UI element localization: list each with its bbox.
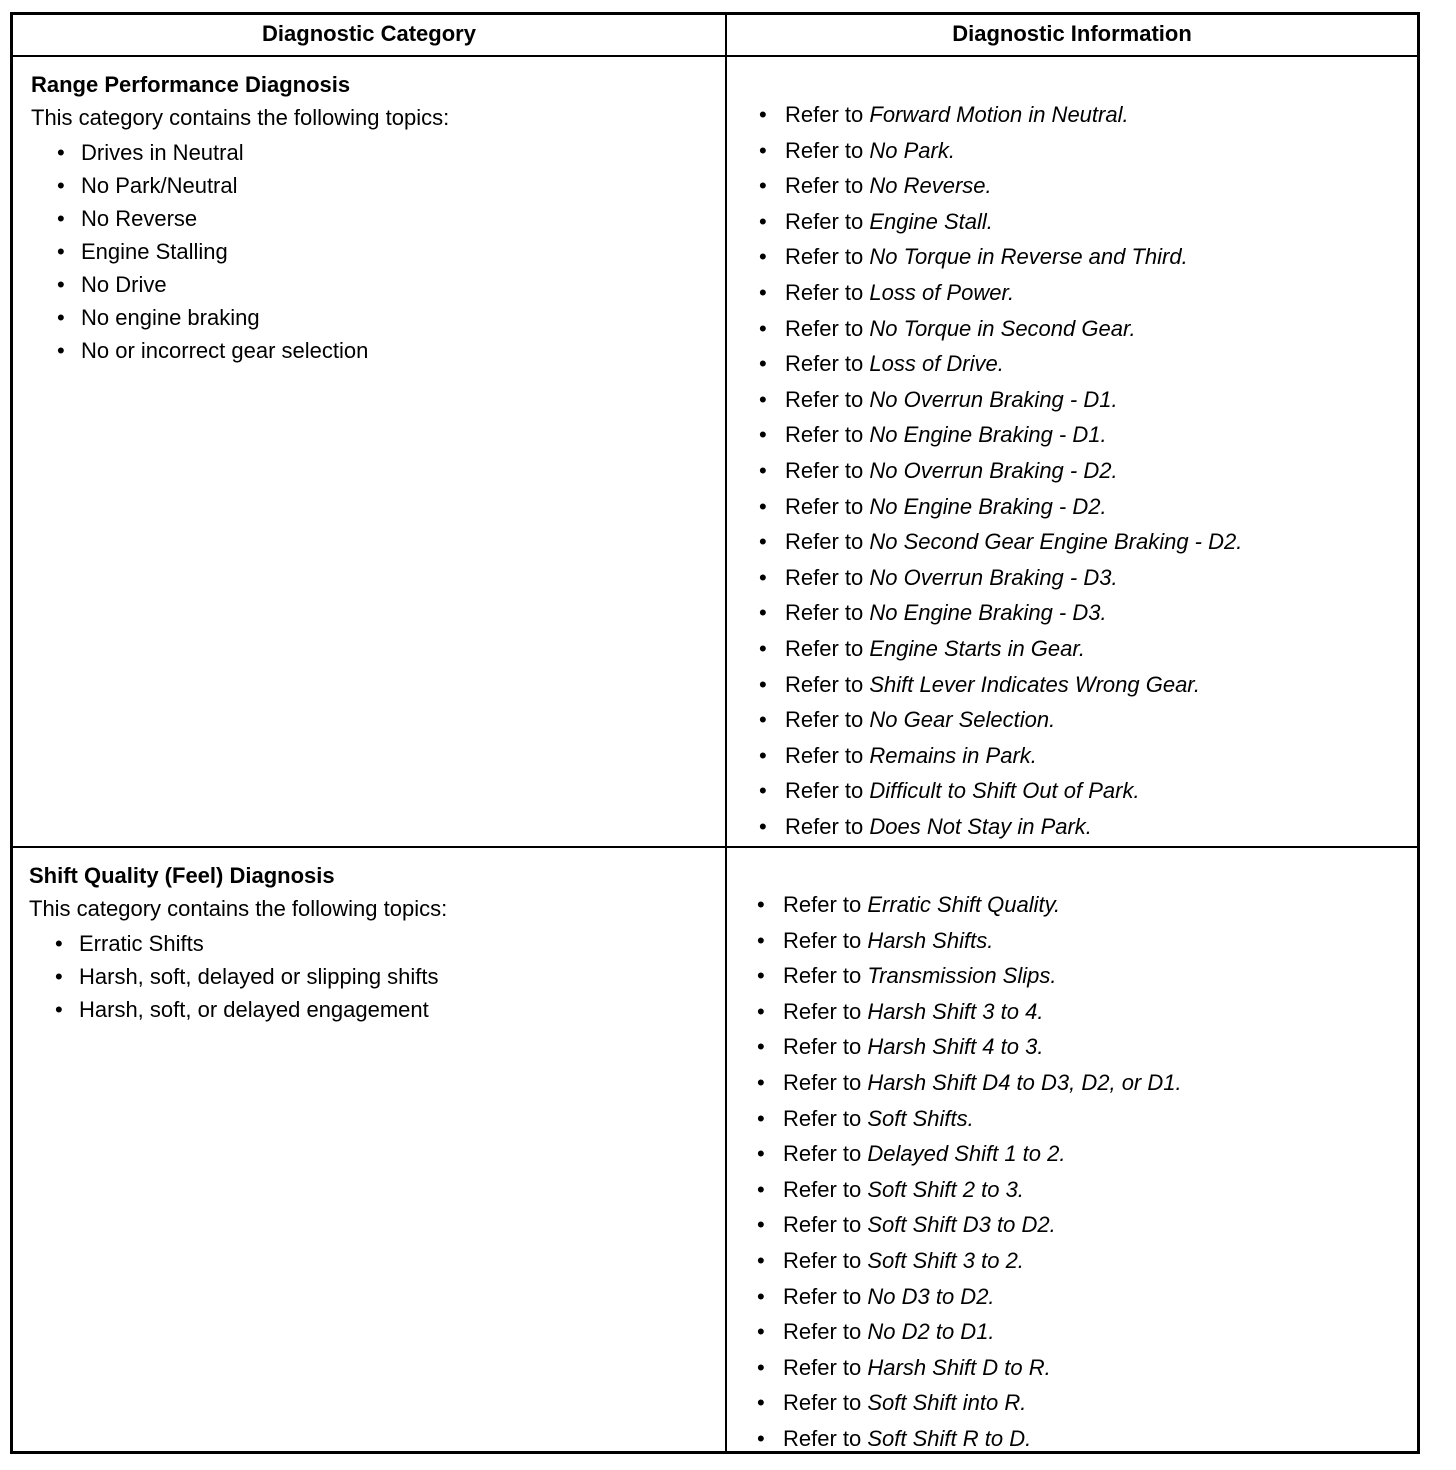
bullet-icon: • <box>757 1034 765 1060</box>
reference-prefix: Refer to <box>783 1425 868 1451</box>
row-divider <box>13 846 1417 848</box>
reference-link[interactable]: Harsh Shift 4 to 3. <box>867 1034 1044 1060</box>
topic-item <box>55 960 439 993</box>
reference-link[interactable]: No Overrun Braking - D1. <box>869 386 1118 412</box>
bullet-icon: • <box>757 927 765 953</box>
reference-item <box>757 1101 1182 1137</box>
reference-prefix: Refer to <box>783 1283 868 1309</box>
bullet-icon: • <box>759 635 767 661</box>
bullet-icon: • <box>757 1354 765 1380</box>
reference-link[interactable]: Harsh Shifts. <box>867 927 994 953</box>
reference-item <box>759 275 1242 311</box>
topic-label: No Drive <box>81 272 167 297</box>
reference-link[interactable]: Soft Shift 3 to 2. <box>867 1247 1024 1273</box>
reference-item <box>759 204 1242 240</box>
bullet-icon: • <box>757 1141 765 1167</box>
topic-item <box>57 169 368 202</box>
reference-prefix: Refer to <box>785 813 870 839</box>
reference-item <box>757 887 1182 923</box>
topic-item <box>57 235 368 268</box>
topic-item <box>57 202 368 235</box>
reference-prefix: Refer to <box>785 173 870 199</box>
topic-item <box>55 927 439 960</box>
topic-label: No engine braking <box>81 305 260 330</box>
bullet-icon: • <box>57 305 65 330</box>
bullet-icon: • <box>759 778 767 804</box>
topic-item <box>57 301 368 334</box>
topic-item <box>55 993 439 1026</box>
reference-item <box>759 702 1242 738</box>
reference-prefix: Refer to <box>785 671 870 697</box>
column-divider <box>725 15 727 1451</box>
reference-prefix: Refer to <box>783 1069 868 1095</box>
reference-link[interactable]: Soft Shift R to D. <box>867 1425 1032 1451</box>
reference-prefix: Refer to <box>785 386 870 412</box>
bullet-icon: • <box>759 279 767 305</box>
reference-prefix: Refer to <box>785 315 870 341</box>
reference-link[interactable]: Forward Motion in Neutral. <box>869 102 1129 127</box>
reference-item <box>759 773 1242 809</box>
reference-link[interactable]: No Second Gear Engine Braking - D2. <box>869 529 1243 555</box>
reference-link[interactable]: Does Not Stay in Park. <box>869 813 1092 839</box>
reference-prefix: Refer to <box>785 422 870 448</box>
reference-item <box>759 239 1242 275</box>
reference-prefix: Refer to <box>783 927 868 953</box>
reference-item <box>757 1314 1182 1350</box>
bullet-icon: • <box>57 206 65 231</box>
bullet-icon: • <box>759 564 767 590</box>
reference-item <box>759 738 1242 774</box>
topic-list <box>57 136 368 367</box>
category-title: Shift Quality (Feel) Diagnosis <box>29 863 335 888</box>
topic-label: Engine Stalling <box>81 239 228 264</box>
reference-link[interactable]: Transmission Slips. <box>867 963 1057 989</box>
topic-item <box>57 268 368 301</box>
reference-prefix: Refer to <box>785 529 870 555</box>
reference-prefix: Refer to <box>783 1176 868 1202</box>
category-intro: This category contains the following topics: <box>31 105 450 130</box>
reference-prefix: Refer to <box>785 244 870 270</box>
category-title: Range Performance Diagnosis <box>31 72 351 97</box>
column-header-information: Diagnostic Information <box>952 21 1192 46</box>
reference-item <box>759 631 1242 667</box>
reference-item <box>757 923 1182 959</box>
reference-prefix: Refer to <box>783 892 868 917</box>
bullet-icon: • <box>759 244 767 270</box>
reference-prefix: Refer to <box>785 457 870 483</box>
bullet-icon: • <box>759 707 767 733</box>
reference-prefix: Refer to <box>785 102 870 127</box>
bullet-icon: • <box>757 1425 765 1451</box>
reference-link[interactable]: No Torque in Reverse and Third. <box>869 244 1188 270</box>
reference-link[interactable]: Loss of Drive. <box>869 351 1004 377</box>
reference-link[interactable]: No Torque in Second Gear. <box>869 315 1136 341</box>
reference-prefix: Refer to <box>783 1354 868 1380</box>
reference-link[interactable]: No D2 to D1. <box>867 1319 995 1345</box>
reference-link[interactable]: Harsh Shift D to R. <box>867 1354 1051 1380</box>
bullet-icon: • <box>57 338 65 363</box>
reference-prefix: Refer to <box>783 1034 868 1060</box>
bullet-icon: • <box>759 671 767 697</box>
topic-label: No Reverse <box>81 206 198 231</box>
bullet-icon: • <box>759 529 767 555</box>
reference-prefix: Refer to <box>783 1390 868 1416</box>
reference-link[interactable]: No Reverse. <box>869 173 992 199</box>
reference-item <box>759 453 1242 489</box>
reference-list <box>757 887 1182 1457</box>
reference-item <box>757 994 1182 1030</box>
bullet-icon: • <box>757 1176 765 1202</box>
reference-link[interactable]: No Engine Braking - D1. <box>869 422 1107 448</box>
reference-item <box>757 1243 1182 1279</box>
topic-label: Harsh, soft, delayed or slipping shifts <box>79 964 439 989</box>
reference-item <box>759 346 1242 382</box>
reference-item <box>759 382 1242 418</box>
bullet-icon: • <box>757 1283 765 1309</box>
bullet-icon: • <box>759 742 767 768</box>
reference-item <box>759 489 1242 525</box>
reference-item <box>759 560 1242 596</box>
reference-item <box>757 1385 1182 1421</box>
bullet-icon: • <box>759 315 767 341</box>
bullet-icon: • <box>757 1247 765 1273</box>
bullet-icon: • <box>57 173 65 198</box>
reference-item <box>757 1207 1182 1243</box>
bullet-icon: • <box>757 1212 765 1238</box>
bullet-icon: • <box>759 102 767 127</box>
topic-item <box>57 334 368 367</box>
reference-link[interactable]: Soft Shift 2 to 3. <box>867 1176 1024 1202</box>
reference-item <box>759 311 1242 347</box>
bullet-icon: • <box>757 892 765 917</box>
reference-item <box>757 1136 1182 1172</box>
reference-link[interactable]: Harsh Shift 3 to 4. <box>867 998 1044 1024</box>
topic-label: Drives in Neutral <box>81 140 244 165</box>
bullet-icon: • <box>757 1319 765 1345</box>
bullet-icon: • <box>759 813 767 839</box>
reference-prefix: Refer to <box>785 564 870 590</box>
column-header-category: Diagnostic Category <box>262 21 476 46</box>
header-divider <box>13 55 1417 57</box>
bullet-icon: • <box>57 140 65 165</box>
reference-link[interactable]: No D3 to D2. <box>867 1283 995 1309</box>
category-intro: This category contains the following topics: <box>29 896 448 921</box>
reference-item <box>759 168 1242 204</box>
reference-prefix: Refer to <box>785 208 870 234</box>
reference-item <box>757 1350 1182 1386</box>
bullet-icon: • <box>759 173 767 199</box>
topic-label: No Park/Neutral <box>81 173 238 198</box>
bullet-icon: • <box>759 208 767 234</box>
reference-link[interactable]: No Overrun Braking - D3. <box>869 564 1118 590</box>
bullet-icon: • <box>759 457 767 483</box>
reference-link[interactable]: No Engine Braking - D3. <box>869 600 1107 626</box>
reference-prefix: Refer to <box>785 493 870 519</box>
reference-link[interactable]: Soft Shift into R. <box>867 1390 1027 1416</box>
reference-item <box>757 1029 1182 1065</box>
reference-link[interactable]: Soft Shift D3 to D2. <box>867 1212 1056 1238</box>
reference-prefix: Refer to <box>785 351 870 377</box>
reference-prefix: Refer to <box>783 1247 868 1273</box>
reference-link[interactable]: Loss of Power. <box>869 279 1015 305</box>
topic-list <box>55 927 439 1026</box>
bullet-icon: • <box>759 493 767 519</box>
bullet-icon: • <box>757 1069 765 1095</box>
reference-link[interactable]: Soft Shifts. <box>867 1105 974 1131</box>
reference-item <box>759 524 1242 560</box>
topic-label: No or incorrect gear selection <box>81 338 369 363</box>
bullet-icon: • <box>55 964 63 989</box>
reference-item <box>757 1421 1182 1457</box>
reference-link[interactable]: No Engine Braking - D2. <box>869 493 1107 519</box>
reference-prefix: Refer to <box>785 137 870 163</box>
reference-link[interactable]: No Park. <box>869 137 955 163</box>
reference-item <box>757 958 1182 994</box>
bullet-icon: • <box>55 931 63 956</box>
bullet-icon: • <box>757 1390 765 1416</box>
bullet-icon: • <box>57 239 65 264</box>
reference-prefix: Refer to <box>785 279 870 305</box>
reference-prefix: Refer to <box>785 707 870 733</box>
reference-prefix: Refer to <box>785 635 870 661</box>
reference-list <box>759 97 1242 844</box>
reference-link[interactable]: Delayed Shift 1 to 2. <box>867 1141 1066 1167</box>
reference-link[interactable]: No Overrun Braking - D2. <box>869 457 1118 483</box>
topic-label: Harsh, soft, or delayed engagement <box>79 997 429 1022</box>
reference-link[interactable]: Shift Lever Indicates Wrong Gear. <box>869 671 1200 697</box>
reference-link[interactable]: No Gear Selection. <box>869 707 1056 733</box>
bullet-icon: • <box>759 351 767 377</box>
bullet-icon: • <box>759 137 767 163</box>
reference-link[interactable]: Difficult to Shift Out of Park. <box>869 778 1140 804</box>
bullet-icon: • <box>757 998 765 1024</box>
bullet-icon: • <box>57 272 65 297</box>
reference-item <box>757 1065 1182 1101</box>
reference-prefix: Refer to <box>783 1212 868 1238</box>
reference-prefix: Refer to <box>783 1319 868 1345</box>
topic-item <box>57 136 368 169</box>
reference-prefix: Refer to <box>785 600 870 626</box>
bullet-icon: • <box>759 386 767 412</box>
reference-prefix: Refer to <box>785 778 870 804</box>
reference-link[interactable]: Harsh Shift D4 to D3, D2, or D1. <box>867 1069 1182 1095</box>
reference-item <box>759 667 1242 703</box>
reference-link[interactable]: Engine Stall. <box>869 208 993 234</box>
reference-prefix: Refer to <box>783 998 868 1024</box>
reference-item <box>759 595 1242 631</box>
reference-prefix: Refer to <box>785 742 870 768</box>
diagnostic-table <box>10 12 1420 1454</box>
bullet-icon: • <box>759 422 767 448</box>
reference-link[interactable]: Engine Starts in Gear. <box>869 635 1086 661</box>
reference-link[interactable]: Erratic Shift Quality. <box>867 892 1061 917</box>
topic-label: Erratic Shifts <box>79 931 204 956</box>
reference-prefix: Refer to <box>783 963 868 989</box>
reference-prefix: Refer to <box>783 1105 868 1131</box>
bullet-icon: • <box>757 1105 765 1131</box>
bullet-icon: • <box>757 963 765 989</box>
reference-item <box>759 97 1242 133</box>
bullet-icon: • <box>759 600 767 626</box>
reference-item <box>757 1172 1182 1208</box>
reference-link[interactable]: Remains in Park. <box>869 742 1037 768</box>
reference-item <box>759 809 1242 845</box>
bullet-icon: • <box>55 997 63 1022</box>
reference-item <box>759 133 1242 169</box>
reference-prefix: Refer to <box>783 1141 868 1167</box>
reference-item <box>759 417 1242 453</box>
reference-item <box>757 1279 1182 1315</box>
